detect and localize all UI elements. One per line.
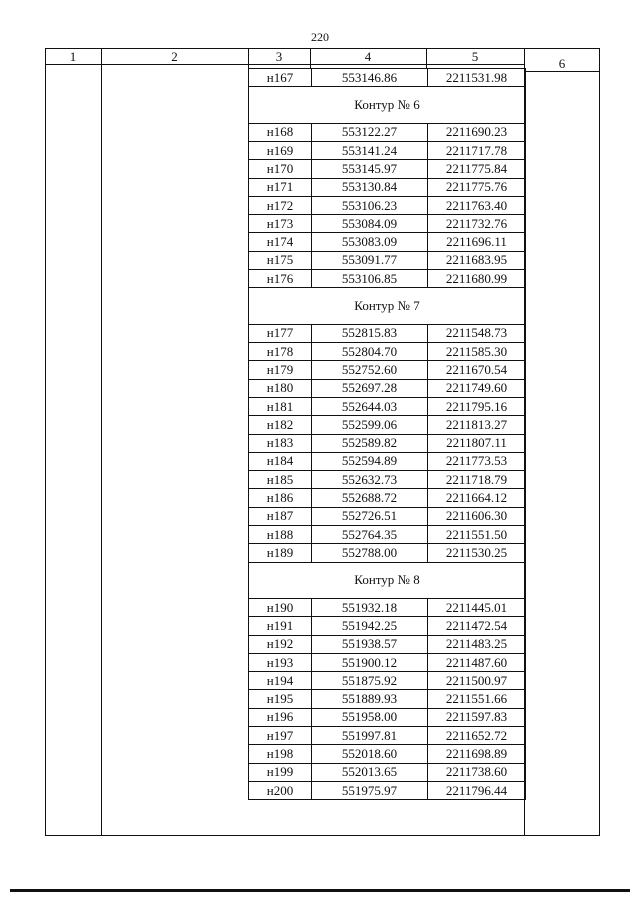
point-id-cell: н181 <box>249 397 312 415</box>
x-coordinate-cell: 552764.35 <box>312 526 428 544</box>
x-coordinate-cell: 552788.00 <box>312 544 428 562</box>
x-coordinate-cell: 553141.24 <box>312 141 428 159</box>
point-id-cell: н182 <box>249 416 312 434</box>
contour-title: Контур № 8 <box>249 562 526 598</box>
y-coordinate-cell: 2211585.30 <box>428 343 526 361</box>
table-row <box>249 526 526 544</box>
x-coordinate-cell: 552815.83 <box>312 324 428 342</box>
header-col-3: 3 <box>275 49 283 64</box>
point-id-cell: н172 <box>249 196 312 214</box>
table-row <box>249 708 526 726</box>
table-row <box>249 343 526 361</box>
point-id-cell: н187 <box>249 507 312 525</box>
point-id-cell: н199 <box>249 763 312 781</box>
x-coordinate-cell: 552599.06 <box>312 416 428 434</box>
header-rule <box>45 64 524 65</box>
page-number: 220 <box>311 30 329 44</box>
table-row <box>249 196 526 214</box>
table-row <box>249 599 526 617</box>
table-row <box>249 452 526 470</box>
point-id-cell: н177 <box>249 324 312 342</box>
point-id-cell: н176 <box>249 270 312 288</box>
x-coordinate-cell: 552018.60 <box>312 745 428 763</box>
point-id-cell: н193 <box>249 653 312 671</box>
x-coordinate-cell: 552688.72 <box>312 489 428 507</box>
table-row <box>249 379 526 397</box>
table-row <box>249 141 526 159</box>
y-coordinate-cell: 2211487.60 <box>428 653 526 671</box>
table-row <box>249 397 526 415</box>
y-coordinate-cell: 2211664.12 <box>428 489 526 507</box>
table-row <box>249 763 526 781</box>
contour-title: Контур № 7 <box>249 288 526 324</box>
y-coordinate-cell: 2211773.53 <box>428 452 526 470</box>
point-id-cell: н169 <box>249 141 312 159</box>
table-row <box>249 745 526 763</box>
point-id-cell: н200 <box>249 781 312 799</box>
table-row <box>249 489 526 507</box>
y-coordinate-cell: 2211500.97 <box>428 672 526 690</box>
x-coordinate-cell: 553146.86 <box>312 69 428 87</box>
x-coordinate-cell: 551938.57 <box>312 635 428 653</box>
y-coordinate-cell: 2211698.89 <box>428 745 526 763</box>
x-coordinate-cell: 553106.85 <box>312 270 428 288</box>
contour-header-row <box>249 562 526 598</box>
y-coordinate-cell: 2211652.72 <box>428 727 526 745</box>
table-row <box>249 178 526 196</box>
coordinates-table <box>248 68 526 800</box>
x-coordinate-cell: 552589.82 <box>312 434 428 452</box>
table-row <box>249 69 526 87</box>
x-coordinate-cell: 551889.93 <box>312 690 428 708</box>
table-row <box>249 471 526 489</box>
table-row <box>249 690 526 708</box>
x-coordinate-cell: 553145.97 <box>312 160 428 178</box>
table-row <box>249 434 526 452</box>
point-id-cell: н194 <box>249 672 312 690</box>
y-coordinate-cell: 2211472.54 <box>428 617 526 635</box>
y-coordinate-cell: 2211738.60 <box>428 763 526 781</box>
x-coordinate-cell: 553083.09 <box>312 233 428 251</box>
y-coordinate-cell: 2211683.95 <box>428 251 526 269</box>
y-coordinate-cell: 2211531.98 <box>428 69 526 87</box>
y-coordinate-cell: 2211548.73 <box>428 324 526 342</box>
point-id-cell: н179 <box>249 361 312 379</box>
contour-header-row <box>249 87 526 123</box>
x-coordinate-cell: 552632.73 <box>312 471 428 489</box>
x-coordinate-cell: 553091.77 <box>312 251 428 269</box>
x-coordinate-cell: 551875.92 <box>312 672 428 690</box>
table-row <box>249 123 526 141</box>
point-id-cell: н183 <box>249 434 312 452</box>
point-id-cell: н174 <box>249 233 312 251</box>
y-coordinate-cell: 2211795.16 <box>428 397 526 415</box>
point-id-cell: н178 <box>249 343 312 361</box>
table-row <box>249 324 526 342</box>
bottom-rule <box>10 889 630 892</box>
y-coordinate-cell: 2211813.27 <box>428 416 526 434</box>
y-coordinate-cell: 2211763.40 <box>428 196 526 214</box>
x-coordinate-cell: 551942.25 <box>312 617 428 635</box>
point-id-cell: н173 <box>249 215 312 233</box>
y-coordinate-cell: 2211807.11 <box>428 434 526 452</box>
x-coordinate-cell: 552804.70 <box>312 343 428 361</box>
y-coordinate-cell: 2211749.60 <box>428 379 526 397</box>
x-coordinate-cell: 553130.84 <box>312 178 428 196</box>
x-coordinate-cell: 553084.09 <box>312 215 428 233</box>
x-coordinate-cell: 551975.97 <box>312 781 428 799</box>
point-id-cell: н192 <box>249 635 312 653</box>
y-coordinate-cell: 2211551.50 <box>428 526 526 544</box>
x-coordinate-cell: 551932.18 <box>312 599 428 617</box>
table-row <box>249 727 526 745</box>
header-col-2: 2 <box>171 49 178 64</box>
table-row <box>249 361 526 379</box>
point-id-cell: н197 <box>249 727 312 745</box>
y-coordinate-cell: 2211718.79 <box>428 471 526 489</box>
x-coordinate-cell: 551900.12 <box>312 653 428 671</box>
y-coordinate-cell: 2211690.23 <box>428 123 526 141</box>
point-id-cell: н186 <box>249 489 312 507</box>
x-coordinate-cell: 551958.00 <box>312 708 428 726</box>
point-id-cell: н190 <box>249 599 312 617</box>
y-coordinate-cell: 2211796.44 <box>428 781 526 799</box>
x-coordinate-cell: 552726.51 <box>312 507 428 525</box>
y-coordinate-cell: 2211670.54 <box>428 361 526 379</box>
y-coordinate-cell: 2211680.99 <box>428 270 526 288</box>
table-row <box>249 617 526 635</box>
header-rule <box>524 71 600 72</box>
coordinates-table-body <box>249 69 526 800</box>
contour-title: Контур № 6 <box>249 87 526 123</box>
x-coordinate-cell: 553106.23 <box>312 196 428 214</box>
point-id-cell: н188 <box>249 526 312 544</box>
x-coordinate-cell: 552594.89 <box>312 452 428 470</box>
point-id-cell: н180 <box>249 379 312 397</box>
table-row <box>249 653 526 671</box>
contour-header-row <box>249 288 526 324</box>
y-coordinate-cell: 2211732.76 <box>428 215 526 233</box>
y-coordinate-cell: 2211717.78 <box>428 141 526 159</box>
x-coordinate-cell: 552752.60 <box>312 361 428 379</box>
table-row <box>249 781 526 799</box>
point-id-cell: н170 <box>249 160 312 178</box>
point-id-cell: н168 <box>249 123 312 141</box>
point-id-cell: н175 <box>249 251 312 269</box>
x-coordinate-cell: 552013.65 <box>312 763 428 781</box>
table-row <box>249 160 526 178</box>
y-coordinate-cell: 2211597.83 <box>428 708 526 726</box>
y-coordinate-cell: 2211445.01 <box>428 599 526 617</box>
y-coordinate-cell: 2211606.30 <box>428 507 526 525</box>
x-coordinate-cell: 553122.27 <box>312 123 428 141</box>
table-row <box>249 251 526 269</box>
point-id-cell: н185 <box>249 471 312 489</box>
table-row <box>249 672 526 690</box>
y-coordinate-cell: 2211483.25 <box>428 635 526 653</box>
table-row <box>249 270 526 288</box>
y-coordinate-cell: 2211775.76 <box>428 178 526 196</box>
header-col-1: 1 <box>69 49 77 64</box>
header-col-5: 5 <box>471 49 479 64</box>
point-id-cell: н196 <box>249 708 312 726</box>
point-id-cell: н195 <box>249 690 312 708</box>
table-row <box>249 215 526 233</box>
point-id-cell: н198 <box>249 745 312 763</box>
point-id-cell: н167 <box>249 69 312 87</box>
point-id-cell: н191 <box>249 617 312 635</box>
point-id-cell: н189 <box>249 544 312 562</box>
table-row <box>249 507 526 525</box>
x-coordinate-cell: 552697.28 <box>312 379 428 397</box>
y-coordinate-cell: 2211775.84 <box>428 160 526 178</box>
header-col-4: 4 <box>364 49 372 64</box>
y-coordinate-cell: 2211551.66 <box>428 690 526 708</box>
x-coordinate-cell: 551997.81 <box>312 727 428 745</box>
table-row <box>249 544 526 562</box>
x-coordinate-cell: 552644.03 <box>312 397 428 415</box>
y-coordinate-cell: 2211530.25 <box>428 544 526 562</box>
y-coordinate-cell: 2211696.11 <box>428 233 526 251</box>
table-row <box>249 233 526 251</box>
table-row <box>249 416 526 434</box>
point-id-cell: н171 <box>249 178 312 196</box>
table-row <box>249 635 526 653</box>
header-col-6: 6 <box>558 56 566 71</box>
point-id-cell: н184 <box>249 452 312 470</box>
column-divider <box>101 48 102 836</box>
